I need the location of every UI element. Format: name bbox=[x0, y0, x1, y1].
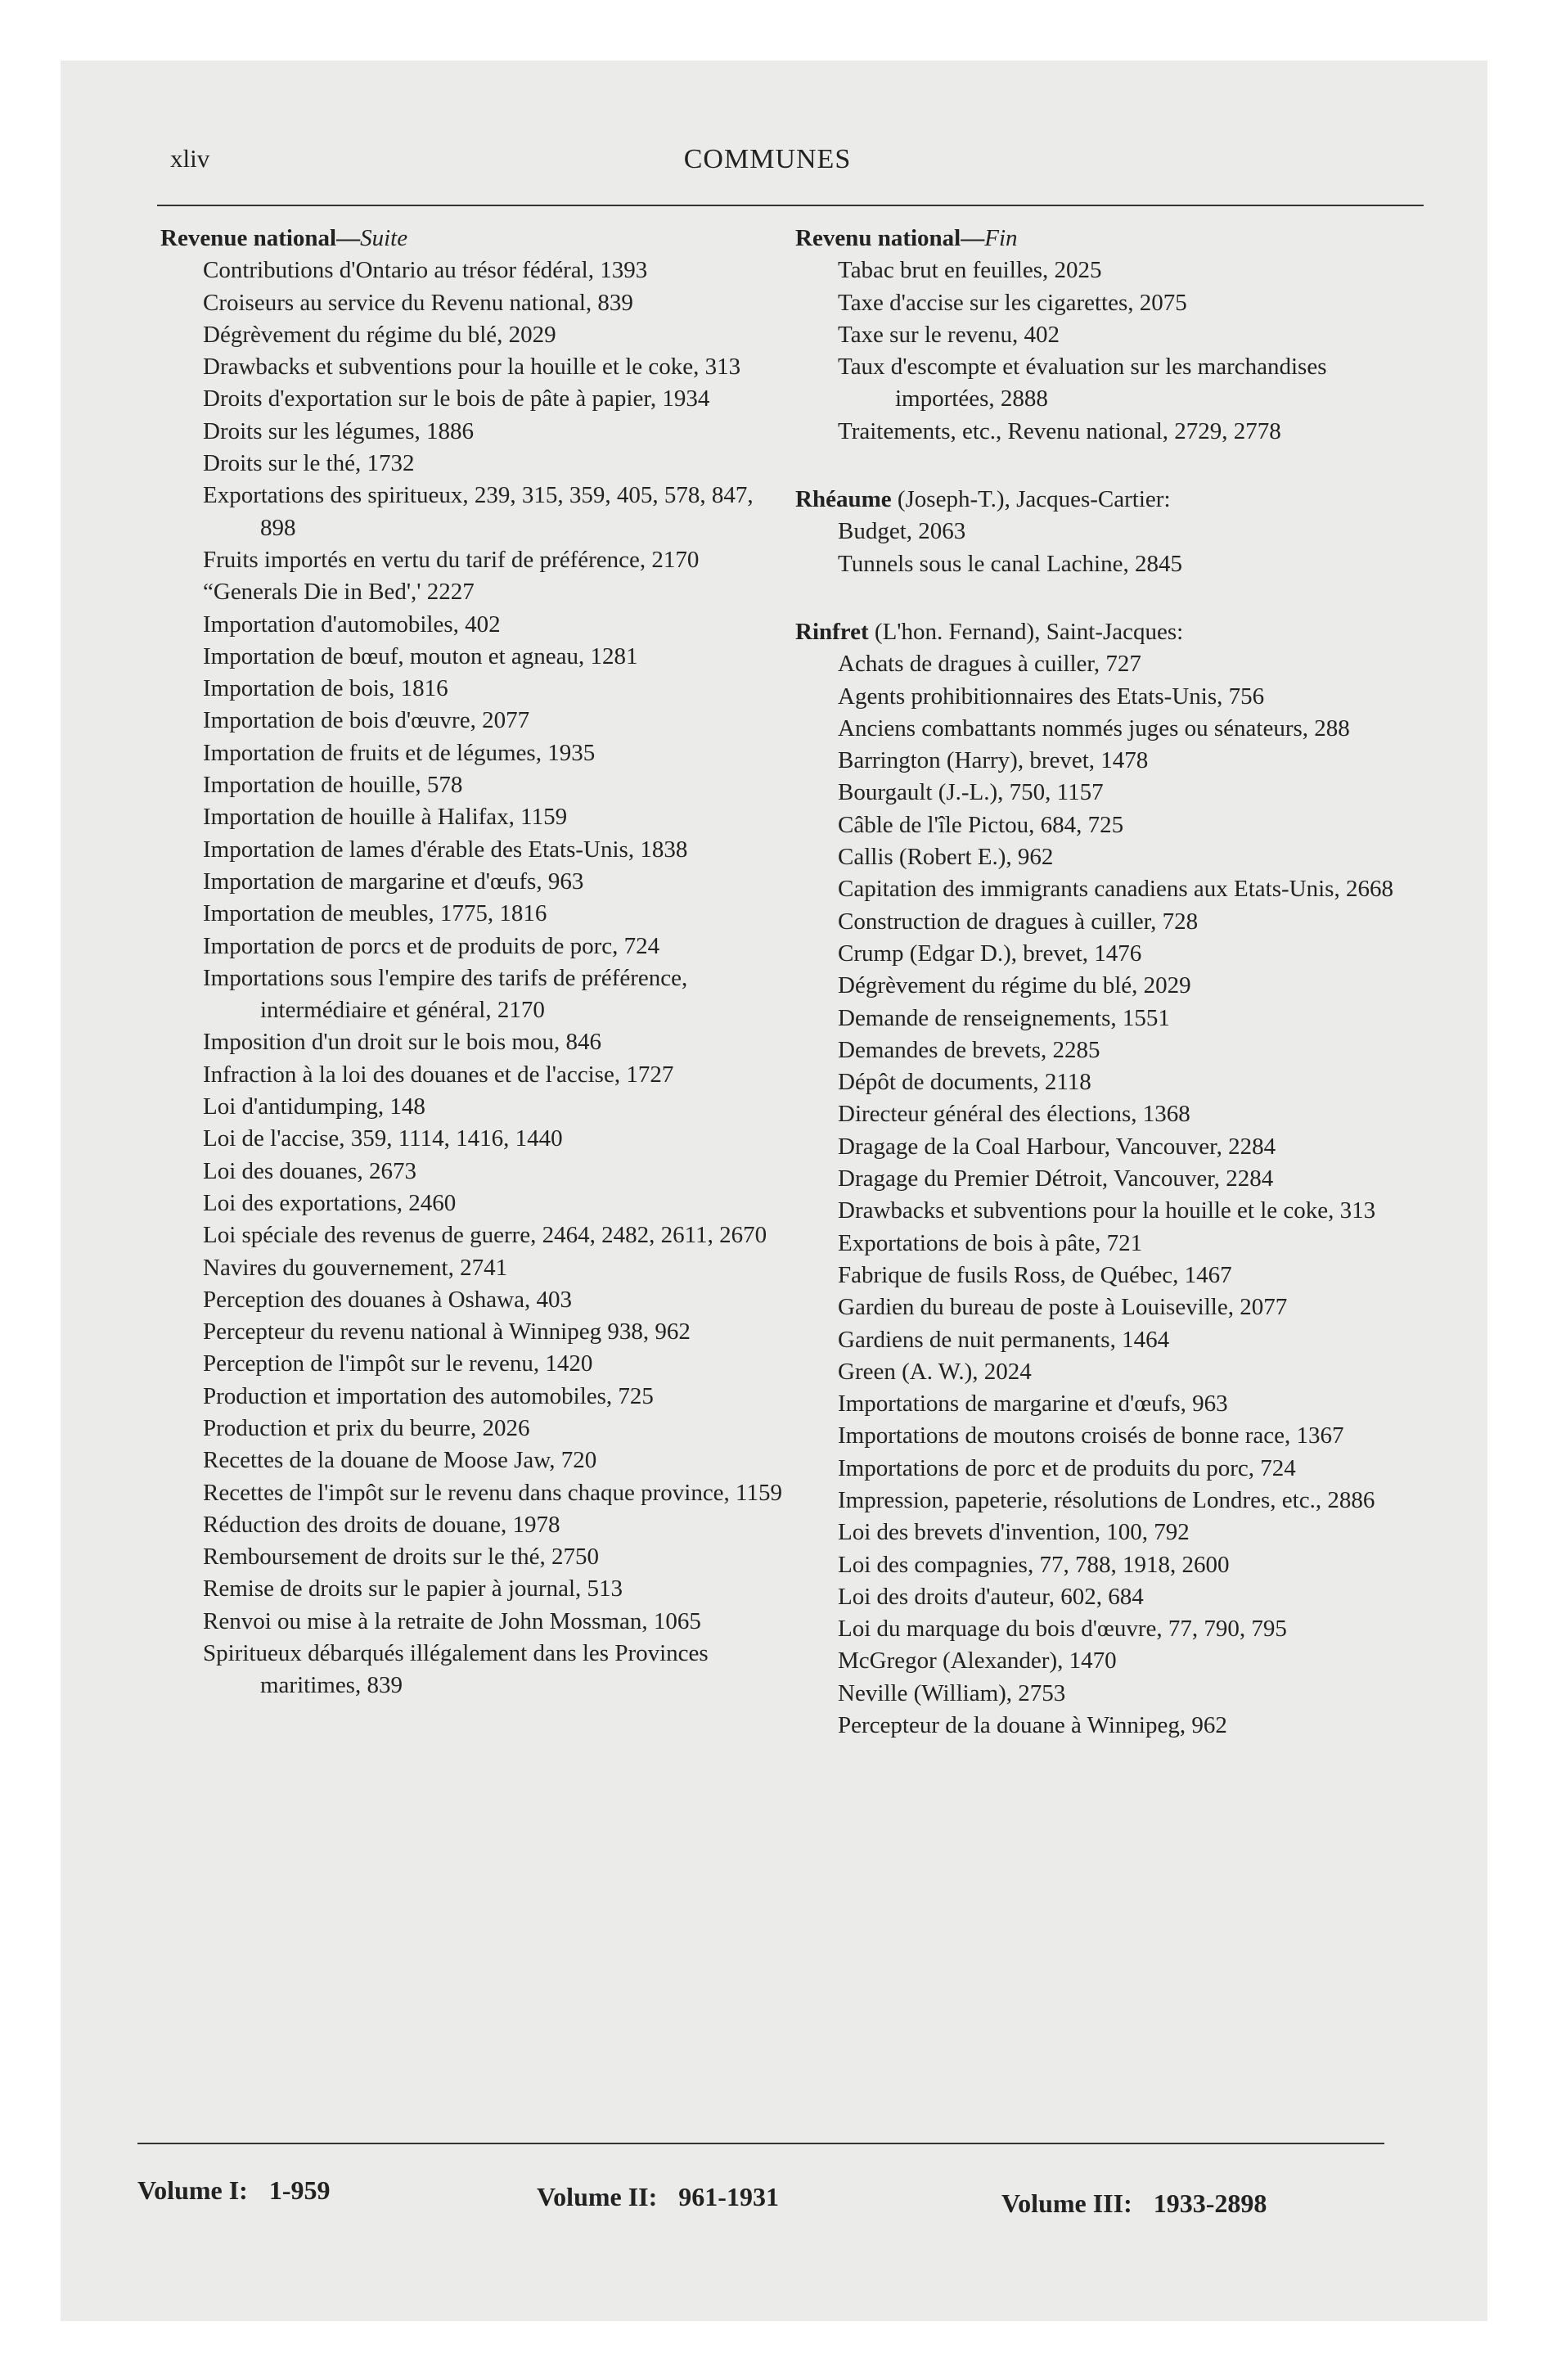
index-entry: Barrington (Harry), brevet, 1478 bbox=[838, 747, 1149, 774]
index-entry: Imposition d'un droit sur le bois mou, 846 bbox=[203, 1029, 601, 1056]
index-entry: Infraction à la loi des douanes et de l'accise, 1727 bbox=[203, 1061, 674, 1088]
section-gap bbox=[795, 580, 1425, 616]
index-entry: Construction de dragues à cuiller, 728 bbox=[838, 908, 1199, 935]
index-entry: Croiseurs au service du Revenu national, 839 bbox=[203, 289, 633, 316]
index-entry: Importation d'automobiles, 402 bbox=[203, 611, 501, 638]
index-entry: Importation de porcs et de produits de porc, 724 bbox=[203, 932, 660, 959]
index-entry: Importation de bœuf, mouton et agneau, 1281 bbox=[203, 642, 638, 669]
section-heading: Revenu national—Fin bbox=[795, 225, 1018, 251]
index-entry: Exportations de bois à pâte, 721 bbox=[838, 1229, 1143, 1256]
index-entry: Spiritueux débarqués illégalement dans les Provinces maritimes, 839 bbox=[203, 1640, 709, 1699]
index-entry: Exportations des spiritueux, 239, 315, 359, 405, 578, 847, 898 bbox=[203, 482, 754, 541]
index-entry: Loi des droits d'auteur, 602, 684 bbox=[838, 1583, 1144, 1610]
index-entry: Loi d'antidumping, 148 bbox=[203, 1093, 425, 1120]
index-entry: Importation de margarine et d'œufs, 963 bbox=[203, 868, 584, 895]
index-entry: Percepteur du revenu national à Winnipeg 938, 962 bbox=[203, 1318, 691, 1346]
index-entry: Loi des douanes, 2673 bbox=[203, 1157, 416, 1184]
index-entry: Loi spéciale des revenus de guerre, 2464, 2482, 2611, 2670 bbox=[203, 1222, 767, 1249]
index-entry: Bourgault (J.-L.), 750, 1157 bbox=[838, 779, 1104, 806]
index-entry: Drawbacks et subventions pour la houille et le coke, 313 bbox=[838, 1197, 1376, 1224]
index-entry: “Generals Die in Bed',' 2227 bbox=[203, 579, 475, 606]
section-gap bbox=[795, 448, 1425, 484]
index-entry: Tunnels sous le canal Lachine, 2845 bbox=[838, 550, 1182, 577]
page-title: COMMUNES bbox=[683, 144, 852, 174]
index-entry: Importation de houille à Halifax, 1159 bbox=[203, 804, 568, 831]
header-rule bbox=[157, 205, 1424, 206]
index-entry: Loi des exportations, 2460 bbox=[203, 1189, 457, 1216]
index-entry: Production et importation des automobiles, 725 bbox=[203, 1382, 654, 1409]
section-heading: Rhéaume (Joseph-T.), Jacques-Cartier: bbox=[795, 486, 1171, 513]
index-entry: Neville (William), 2753 bbox=[838, 1679, 1066, 1706]
index-entry: Taxe sur le revenu, 402 bbox=[838, 321, 1060, 348]
index-entry: Dragage de la Coal Harbour, Vancouver, 2284 bbox=[838, 1133, 1276, 1160]
index-entry: Gardiens de nuit permanents, 1464 bbox=[838, 1326, 1170, 1353]
index-entry: Contributions d'Ontario au trésor fédéral, 1393 bbox=[203, 257, 648, 284]
index-entry: Production et prix du beurre, 2026 bbox=[203, 1414, 530, 1441]
index-entry: Fruits importés en vertu du tarif de préférence, 2170 bbox=[203, 546, 700, 573]
index-entry: Green (A. W.), 2024 bbox=[838, 1358, 1032, 1385]
index-entry: Importations de porc et de produits du porc, 724 bbox=[838, 1454, 1296, 1481]
index-entry: Drawbacks et subventions pour la houille et le coke, 313 bbox=[203, 354, 741, 381]
index-entry: Loi de l'accise, 359, 1114, 1416, 1440 bbox=[203, 1125, 563, 1152]
index-entry: Importations sous l'empire des tarifs de préférence, intermédiaire et général, 2170 bbox=[203, 964, 688, 1024]
index-entry: Dépôt de documents, 2118 bbox=[838, 1069, 1091, 1096]
index-entry: Demandes de brevets, 2285 bbox=[838, 1036, 1100, 1063]
section-heading: Revenue national—Suite bbox=[160, 225, 408, 251]
index-entry: Anciens combattants nommés juges ou sénateurs, 288 bbox=[838, 714, 1350, 741]
index-entry: Recettes de l'impôt sur le revenu dans chaque province, 1159 bbox=[203, 1479, 782, 1506]
index-entry: Réduction des droits de douane, 1978 bbox=[203, 1511, 560, 1538]
index-entry: Loi du marquage du bois d'œuvre, 77, 790, 795 bbox=[838, 1616, 1287, 1643]
index-entry: Achats de dragues à cuiller, 727 bbox=[838, 651, 1141, 678]
index-entry: Loi des compagnies, 77, 788, 1918, 2600 bbox=[838, 1551, 1230, 1578]
index-entry: Capitation des immigrants canadiens aux Etats-Unis, 2668 bbox=[838, 876, 1393, 903]
index-entry: Navires du gouvernement, 2741 bbox=[203, 1254, 508, 1281]
index-entry: Droits sur les légumes, 1886 bbox=[203, 417, 475, 444]
index-entry: Loi des brevets d'invention, 100, 792 bbox=[838, 1519, 1190, 1546]
index-entry: Importation de lames d'érable des Etats-Unis, 1838 bbox=[203, 836, 688, 863]
index-entry: McGregor (Alexander), 1470 bbox=[838, 1648, 1117, 1675]
index-entry: Taxe d'accise sur les cigarettes, 2075 bbox=[838, 289, 1187, 316]
left-column bbox=[160, 223, 790, 1702]
index-entry: Percepteur de la douane à Winnipeg, 962 bbox=[838, 1712, 1227, 1739]
index-entry: Dégrèvement du régime du blé, 2029 bbox=[203, 321, 556, 348]
index-entry: Demande de renseignements, 1551 bbox=[838, 1004, 1170, 1031]
index-entry: Dragage du Premier Détroit, Vancouver, 2284 bbox=[838, 1165, 1274, 1192]
index-entry: Renvoi ou mise à la retraite de John Mossman, 1065 bbox=[203, 1607, 701, 1634]
index-entry: Remboursement de droits sur le thé, 2750 bbox=[203, 1544, 600, 1571]
index-entry: Tabac brut en feuilles, 2025 bbox=[838, 257, 1102, 284]
footer-rule bbox=[137, 2143, 1384, 2144]
index-entry: Crump (Edgar D.), brevet, 1476 bbox=[838, 940, 1142, 967]
index-entry: Gardien du bureau de poste à Louiseville, 2077 bbox=[838, 1294, 1288, 1321]
index-entry: Directeur général des élections, 1368 bbox=[838, 1101, 1190, 1128]
index-entry: Câble de l'île Pictou, 684, 725 bbox=[838, 811, 1124, 838]
index-entry: Taux d'escompte et évaluation sur les marchandises importées, 2888 bbox=[838, 354, 1327, 412]
index-entry: Importation de bois, 1816 bbox=[203, 675, 448, 702]
index-entry: Agents prohibitionnaires des Etats-Unis, 756 bbox=[838, 683, 1265, 710]
volume-3: Volume III: 1933-2898 bbox=[1001, 2188, 1267, 2218]
index-entry: Remise de droits sur le papier à journal, 513 bbox=[203, 1575, 623, 1602]
index-entry: Perception des douanes à Oshawa, 403 bbox=[203, 1286, 572, 1313]
index-entry: Importation de fruits et de légumes, 1935 bbox=[203, 739, 596, 766]
index-entry: Recettes de la douane de Moose Jaw, 720 bbox=[203, 1447, 597, 1474]
index-entry: Dégrèvement du régime du blé, 2029 bbox=[838, 972, 1191, 999]
running-head bbox=[110, 144, 1425, 185]
index-entry: Droits d'exportation sur le bois de pâte à papier, 1934 bbox=[203, 385, 710, 412]
index-entry: Callis (Robert E.), 962 bbox=[838, 844, 1054, 871]
index-entry: Traitements, etc., Revenu national, 2729, 2778 bbox=[838, 417, 1281, 444]
section-heading: Rinfret (L'hon. Fernand), Saint-Jacques: bbox=[795, 618, 1184, 645]
volume-1: Volume I: 1-959 bbox=[137, 2175, 331, 2205]
index-entry: Fabrique de fusils Ross, de Québec, 1467 bbox=[838, 1261, 1232, 1288]
index-entry: Importations de moutons croisés de bonne race, 1367 bbox=[838, 1422, 1344, 1449]
right-column bbox=[795, 223, 1425, 1742]
page-number: xliv bbox=[170, 144, 210, 173]
index-entry: Importation de bois d'œuvre, 2077 bbox=[203, 707, 530, 734]
index-entry: Importations de margarine et d'œufs, 963 bbox=[838, 1391, 1228, 1418]
index-entry: Impression, papeterie, résolutions de Londres, etc., 2886 bbox=[838, 1486, 1375, 1513]
index-entry: Droits sur le thé, 1732 bbox=[203, 450, 415, 477]
index-entry: Perception de l'impôt sur le revenu, 1420 bbox=[203, 1350, 593, 1377]
index-entry: Importation de meubles, 1775, 1816 bbox=[203, 900, 547, 927]
index-entry: Budget, 2063 bbox=[838, 518, 966, 545]
volume-2: Volume II: 961-1931 bbox=[537, 2182, 779, 2211]
index-entry: Importation de houille, 578 bbox=[203, 772, 463, 799]
